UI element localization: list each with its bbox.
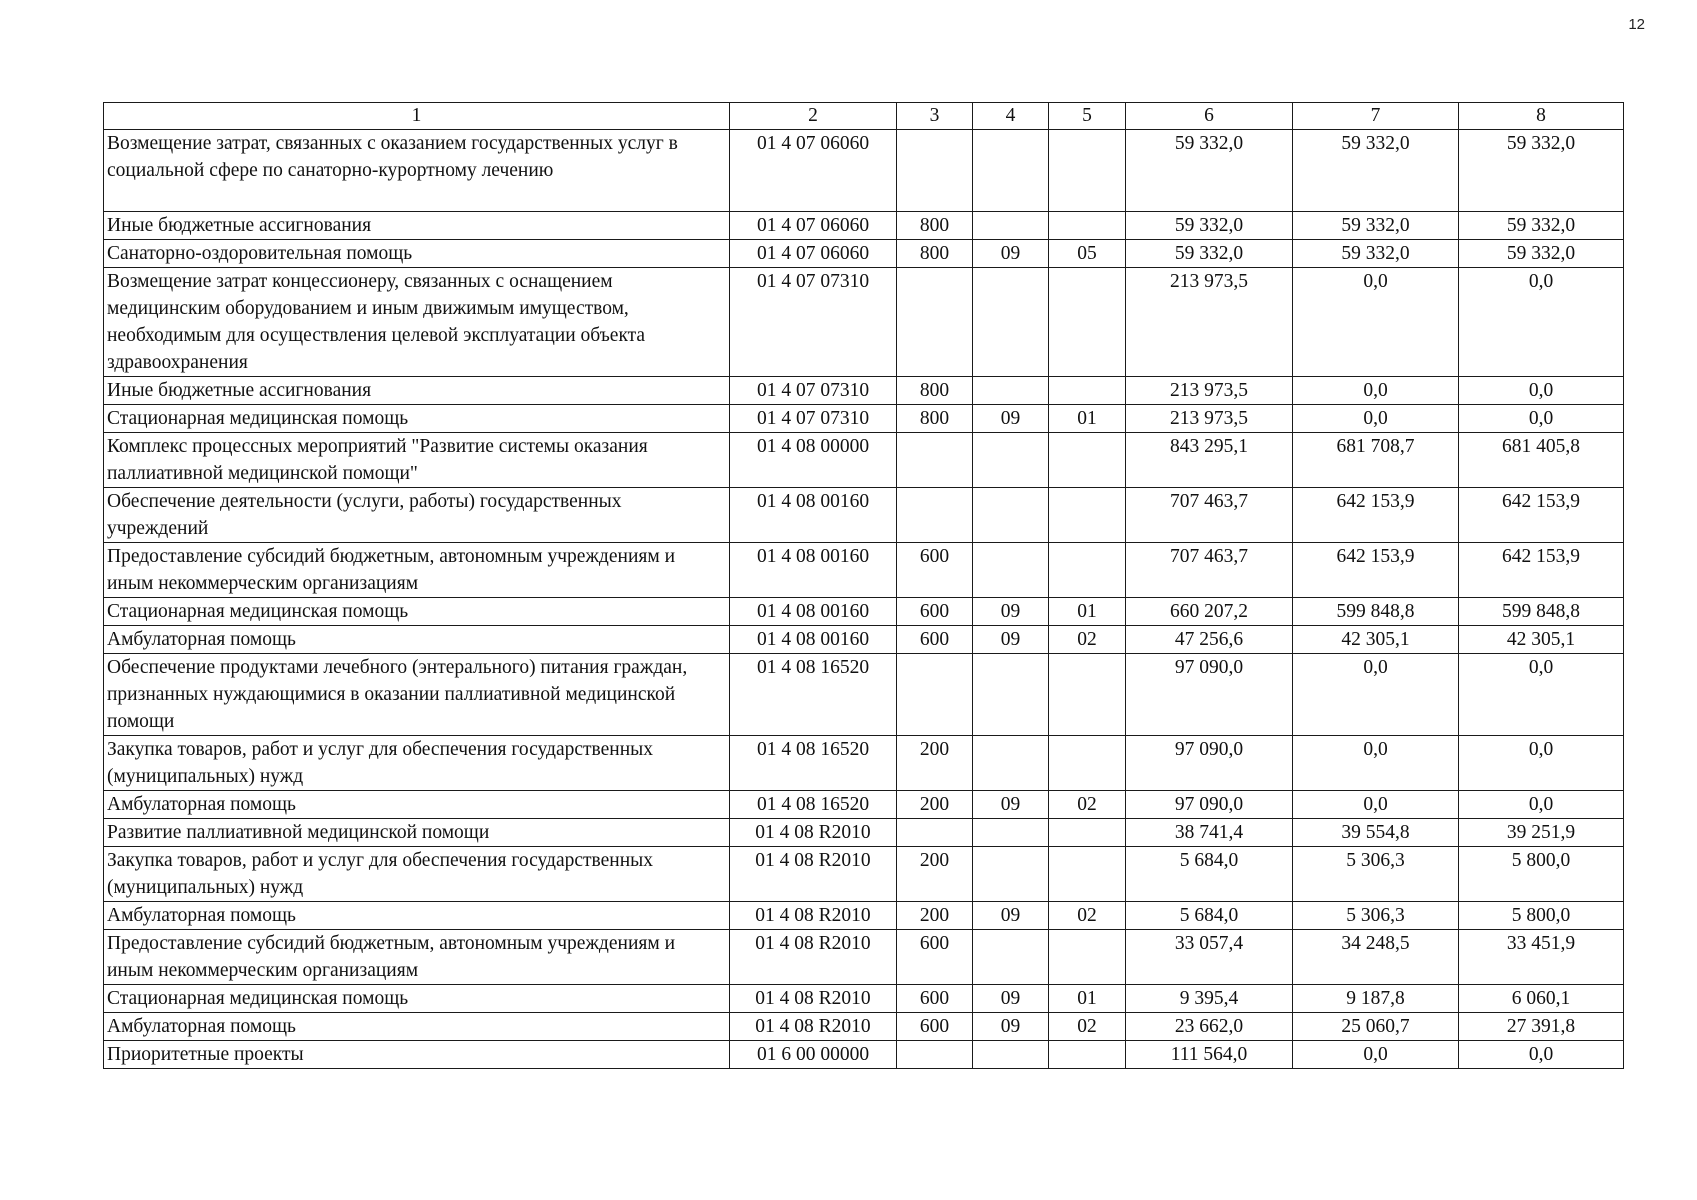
cell-name: Амбулаторная помощь <box>104 1013 730 1041</box>
cell-code: 01 4 08 16520 <box>730 654 897 736</box>
cell-col-6: 660 207,2 <box>1126 598 1293 626</box>
header-col-2: 2 <box>730 103 897 130</box>
cell-col-7: 5 306,3 <box>1293 847 1459 902</box>
page-number: 12 <box>1628 16 1645 33</box>
cell-col-6: 23 662,0 <box>1126 1013 1293 1041</box>
cell-col-6: 213 973,5 <box>1126 268 1293 377</box>
cell-col-4: 09 <box>973 985 1049 1013</box>
cell-col-5 <box>1049 433 1126 488</box>
cell-code: 01 4 08 00000 <box>730 433 897 488</box>
header-col-7: 7 <box>1293 103 1459 130</box>
cell-col-4: 09 <box>973 1013 1049 1041</box>
cell-code: 01 4 07 06060 <box>730 212 897 240</box>
cell-col-8: 0,0 <box>1459 405 1624 433</box>
cell-col-7: 642 153,9 <box>1293 543 1459 598</box>
table-row <box>104 930 1624 985</box>
cell-col-7: 599 848,8 <box>1293 598 1459 626</box>
cell-col-6: 843 295,1 <box>1126 433 1293 488</box>
cell-col-8: 0,0 <box>1459 1041 1624 1069</box>
cell-code: 01 4 08 16520 <box>730 736 897 791</box>
cell-col-7: 34 248,5 <box>1293 930 1459 985</box>
cell-col-5 <box>1049 268 1126 377</box>
cell-col-6: 5 684,0 <box>1126 847 1293 902</box>
cell-col-7: 42 305,1 <box>1293 626 1459 654</box>
cell-col-5 <box>1049 819 1126 847</box>
cell-col-8: 5 800,0 <box>1459 847 1624 902</box>
cell-col-6: 59 332,0 <box>1126 240 1293 268</box>
cell-col-5: 02 <box>1049 791 1126 819</box>
cell-col-3 <box>897 130 973 212</box>
cell-name: Амбулаторная помощь <box>104 626 730 654</box>
cell-code: 01 4 07 07310 <box>730 377 897 405</box>
cell-col-3: 200 <box>897 736 973 791</box>
cell-code: 01 4 08 R2010 <box>730 930 897 985</box>
cell-code: 01 4 08 00160 <box>730 543 897 598</box>
cell-name: Обеспечение деятельности (услуги, работы) государственных учреждений <box>104 488 730 543</box>
cell-col-3: 600 <box>897 1013 973 1041</box>
cell-col-6: 213 973,5 <box>1126 405 1293 433</box>
cell-col-7: 0,0 <box>1293 791 1459 819</box>
table-row <box>104 626 1624 654</box>
cell-col-4: 09 <box>973 598 1049 626</box>
cell-col-4 <box>973 847 1049 902</box>
cell-name: Предоставление субсидий бюджетным, автономным учреждениям и иным некоммерческим организациям <box>104 543 730 598</box>
cell-col-7: 59 332,0 <box>1293 130 1459 212</box>
cell-col-5 <box>1049 736 1126 791</box>
table-row <box>104 405 1624 433</box>
cell-col-4 <box>973 488 1049 543</box>
cell-col-6: 33 057,4 <box>1126 930 1293 985</box>
cell-code: 01 4 08 R2010 <box>730 1013 897 1041</box>
cell-code: 01 4 08 R2010 <box>730 902 897 930</box>
budget-table <box>103 102 1624 1069</box>
cell-name: Комплекс процессных мероприятий "Развитие системы оказания паллиативной медицинской помощи" <box>104 433 730 488</box>
cell-col-8: 0,0 <box>1459 736 1624 791</box>
header-col-5: 5 <box>1049 103 1126 130</box>
cell-code: 01 4 08 R2010 <box>730 985 897 1013</box>
cell-col-8: 6 060,1 <box>1459 985 1624 1013</box>
cell-name: Санаторно-оздоровительная помощь <box>104 240 730 268</box>
cell-name: Приоритетные проекты <box>104 1041 730 1069</box>
cell-col-8: 59 332,0 <box>1459 130 1624 212</box>
table-row <box>104 212 1624 240</box>
cell-col-3: 800 <box>897 240 973 268</box>
cell-code: 01 4 08 R2010 <box>730 819 897 847</box>
cell-col-7: 0,0 <box>1293 1041 1459 1069</box>
cell-col-4: 09 <box>973 902 1049 930</box>
cell-col-5: 05 <box>1049 240 1126 268</box>
cell-name: Развитие паллиативной медицинской помощи <box>104 819 730 847</box>
cell-col-6: 707 463,7 <box>1126 543 1293 598</box>
cell-col-8: 5 800,0 <box>1459 902 1624 930</box>
cell-col-6: 9 395,4 <box>1126 985 1293 1013</box>
cell-col-7: 25 060,7 <box>1293 1013 1459 1041</box>
cell-code: 01 4 08 00160 <box>730 598 897 626</box>
cell-col-6: 97 090,0 <box>1126 654 1293 736</box>
cell-col-6: 707 463,7 <box>1126 488 1293 543</box>
table-row <box>104 736 1624 791</box>
cell-name: Возмещение затрат концессионеру, связанных с оснащением медицинским оборудованием и иным движимым имуществом, необходимым для осуществления целевой эксплуатации объекта здравоохранения <box>104 268 730 377</box>
cell-col-3 <box>897 268 973 377</box>
cell-col-5 <box>1049 130 1126 212</box>
cell-col-3: 800 <box>897 377 973 405</box>
cell-col-4: 09 <box>973 405 1049 433</box>
cell-col-5: 01 <box>1049 985 1126 1013</box>
cell-col-3: 600 <box>897 930 973 985</box>
cell-col-4 <box>973 736 1049 791</box>
cell-col-5 <box>1049 488 1126 543</box>
cell-col-5 <box>1049 1041 1126 1069</box>
table-row <box>104 488 1624 543</box>
cell-col-3 <box>897 1041 973 1069</box>
cell-col-4 <box>973 377 1049 405</box>
cell-col-8: 599 848,8 <box>1459 598 1624 626</box>
table-row <box>104 791 1624 819</box>
cell-col-5 <box>1049 543 1126 598</box>
cell-code: 01 4 07 07310 <box>730 268 897 377</box>
header-col-1: 1 <box>104 103 730 130</box>
cell-col-7: 59 332,0 <box>1293 240 1459 268</box>
cell-col-8: 59 332,0 <box>1459 240 1624 268</box>
cell-col-8: 42 305,1 <box>1459 626 1624 654</box>
cell-col-4 <box>973 930 1049 985</box>
table-row <box>104 902 1624 930</box>
cell-col-6: 59 332,0 <box>1126 130 1293 212</box>
cell-col-6: 111 564,0 <box>1126 1041 1293 1069</box>
cell-col-5: 02 <box>1049 1013 1126 1041</box>
cell-col-3: 600 <box>897 626 973 654</box>
cell-col-6: 59 332,0 <box>1126 212 1293 240</box>
cell-name: Стационарная медицинская помощь <box>104 405 730 433</box>
table-row <box>104 985 1624 1013</box>
cell-col-4: 09 <box>973 791 1049 819</box>
cell-name: Закупка товаров, работ и услуг для обеспечения государственных (муниципальных) нужд <box>104 847 730 902</box>
cell-col-4 <box>973 654 1049 736</box>
table-row <box>104 847 1624 902</box>
cell-code: 01 4 07 06060 <box>730 130 897 212</box>
cell-code: 01 4 07 06060 <box>730 240 897 268</box>
header-col-4: 4 <box>973 103 1049 130</box>
cell-col-3: 200 <box>897 847 973 902</box>
cell-code: 01 6 00 00000 <box>730 1041 897 1069</box>
cell-name: Амбулаторная помощь <box>104 791 730 819</box>
table-row <box>104 1013 1624 1041</box>
cell-col-4 <box>973 212 1049 240</box>
cell-code: 01 4 08 R2010 <box>730 847 897 902</box>
cell-col-5 <box>1049 654 1126 736</box>
cell-col-8: 0,0 <box>1459 268 1624 377</box>
cell-name: Стационарная медицинская помощь <box>104 598 730 626</box>
cell-col-3 <box>897 433 973 488</box>
cell-col-4: 09 <box>973 626 1049 654</box>
cell-col-3 <box>897 488 973 543</box>
cell-col-6: 47 256,6 <box>1126 626 1293 654</box>
cell-code: 01 4 07 07310 <box>730 405 897 433</box>
table-row <box>104 433 1624 488</box>
cell-col-4 <box>973 819 1049 847</box>
table-row <box>104 598 1624 626</box>
table-row <box>104 1041 1624 1069</box>
cell-col-5: 01 <box>1049 598 1126 626</box>
table-row <box>104 240 1624 268</box>
cell-col-8: 59 332,0 <box>1459 212 1624 240</box>
cell-col-4 <box>973 130 1049 212</box>
cell-col-8: 0,0 <box>1459 377 1624 405</box>
cell-name: Закупка товаров, работ и услуг для обеспечения государственных (муниципальных) нужд <box>104 736 730 791</box>
cell-code: 01 4 08 16520 <box>730 791 897 819</box>
cell-col-3: 600 <box>897 598 973 626</box>
cell-col-5 <box>1049 847 1126 902</box>
table-row <box>104 377 1624 405</box>
cell-col-5: 02 <box>1049 626 1126 654</box>
cell-col-6: 5 684,0 <box>1126 902 1293 930</box>
cell-col-3: 600 <box>897 543 973 598</box>
cell-col-5: 01 <box>1049 405 1126 433</box>
table-row <box>104 268 1624 377</box>
cell-name: Обеспечение продуктами лечебного (энтерального) питания граждан, признанных нуждающимися в оказании паллиативной медицинской помощи <box>104 654 730 736</box>
cell-code: 01 4 08 00160 <box>730 626 897 654</box>
cell-col-7: 39 554,8 <box>1293 819 1459 847</box>
cell-col-4 <box>973 543 1049 598</box>
cell-col-8: 33 451,9 <box>1459 930 1624 985</box>
table-row <box>104 819 1624 847</box>
cell-name: Возмещение затрат, связанных с оказанием государственных услуг в социальной сфере по санаторно-курортному лечению <box>104 130 730 212</box>
header-col-6: 6 <box>1126 103 1293 130</box>
cell-col-4 <box>973 433 1049 488</box>
cell-col-7: 59 332,0 <box>1293 212 1459 240</box>
cell-col-6: 97 090,0 <box>1126 791 1293 819</box>
cell-col-4: 09 <box>973 240 1049 268</box>
cell-col-7: 0,0 <box>1293 654 1459 736</box>
cell-col-8: 681 405,8 <box>1459 433 1624 488</box>
cell-col-3: 200 <box>897 902 973 930</box>
cell-col-3 <box>897 819 973 847</box>
cell-col-3: 800 <box>897 212 973 240</box>
cell-col-8: 642 153,9 <box>1459 488 1624 543</box>
cell-col-5: 02 <box>1049 902 1126 930</box>
cell-col-3: 200 <box>897 791 973 819</box>
cell-col-7: 0,0 <box>1293 268 1459 377</box>
cell-col-3: 600 <box>897 985 973 1013</box>
cell-col-5 <box>1049 212 1126 240</box>
cell-col-8: 0,0 <box>1459 654 1624 736</box>
cell-code: 01 4 08 00160 <box>730 488 897 543</box>
cell-col-5 <box>1049 930 1126 985</box>
cell-col-7: 0,0 <box>1293 377 1459 405</box>
cell-col-7: 0,0 <box>1293 405 1459 433</box>
cell-col-4 <box>973 1041 1049 1069</box>
cell-col-8: 27 391,8 <box>1459 1013 1624 1041</box>
table-body <box>104 130 1624 1069</box>
cell-col-8: 0,0 <box>1459 791 1624 819</box>
table-row <box>104 654 1624 736</box>
cell-name: Иные бюджетные ассигнования <box>104 377 730 405</box>
cell-col-7: 0,0 <box>1293 736 1459 791</box>
cell-name: Амбулаторная помощь <box>104 902 730 930</box>
cell-col-3 <box>897 654 973 736</box>
cell-col-4 <box>973 268 1049 377</box>
cell-col-7: 642 153,9 <box>1293 488 1459 543</box>
cell-name: Стационарная медицинская помощь <box>104 985 730 1013</box>
table-row <box>104 543 1624 598</box>
cell-col-7: 9 187,8 <box>1293 985 1459 1013</box>
cell-col-6: 213 973,5 <box>1126 377 1293 405</box>
cell-col-7: 681 708,7 <box>1293 433 1459 488</box>
cell-name: Иные бюджетные ассигнования <box>104 212 730 240</box>
cell-col-7: 5 306,3 <box>1293 902 1459 930</box>
cell-col-6: 38 741,4 <box>1126 819 1293 847</box>
cell-col-6: 97 090,0 <box>1126 736 1293 791</box>
cell-col-5 <box>1049 377 1126 405</box>
cell-name: Предоставление субсидий бюджетным, автономным учреждениям и иным некоммерческим организациям <box>104 930 730 985</box>
header-col-8: 8 <box>1459 103 1624 130</box>
header-col-3: 3 <box>897 103 973 130</box>
cell-col-3: 800 <box>897 405 973 433</box>
table-header-row <box>104 103 1624 130</box>
cell-col-8: 39 251,9 <box>1459 819 1624 847</box>
cell-col-8: 642 153,9 <box>1459 543 1624 598</box>
table-row <box>104 130 1624 212</box>
